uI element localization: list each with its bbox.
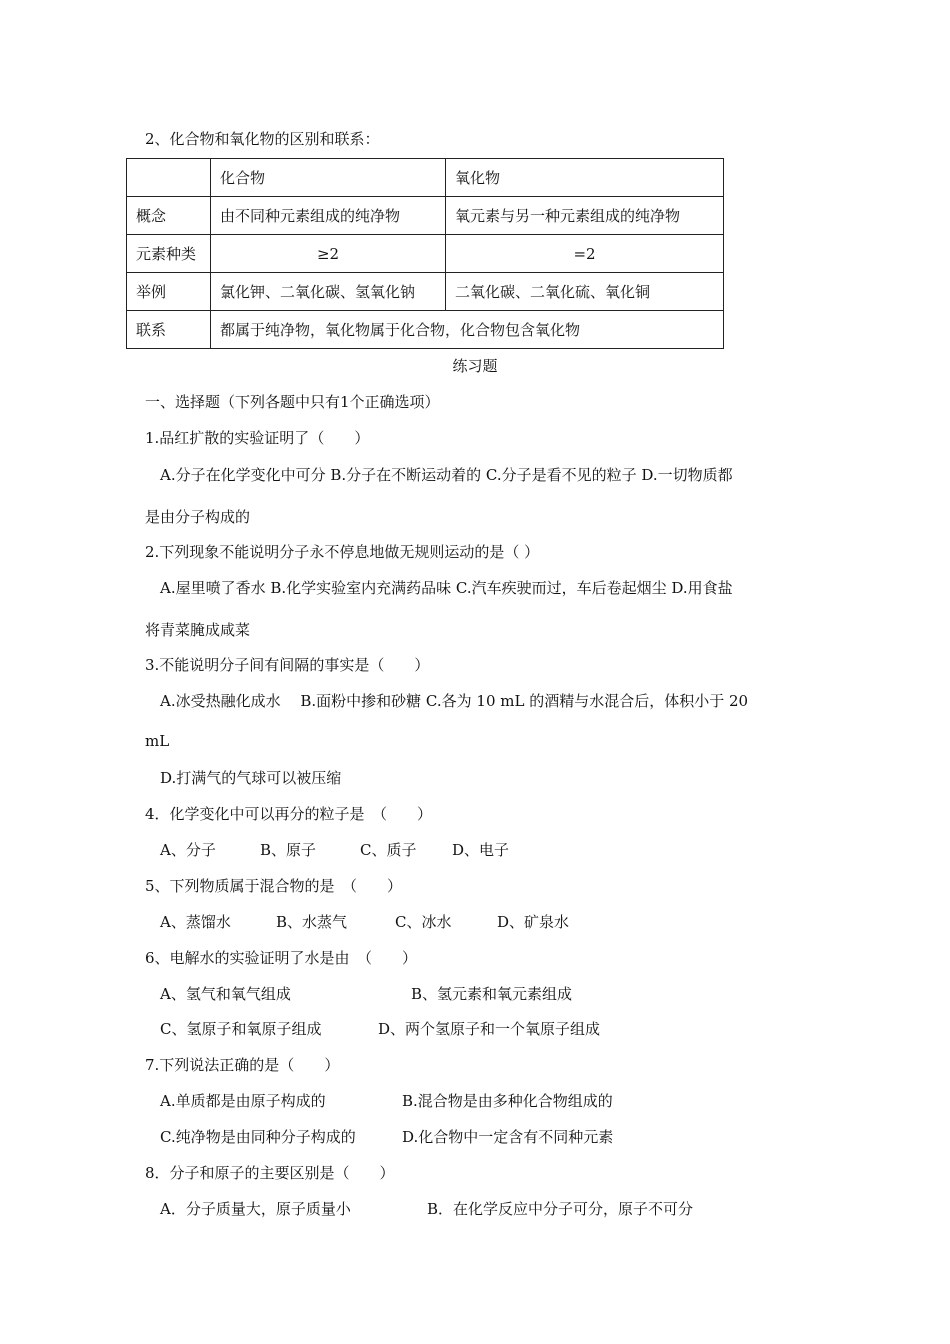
table-cell <box>127 159 211 197</box>
option: B、原子 <box>260 841 317 859</box>
comparison-table <box>126 158 724 349</box>
question-3-option-d: D.打满气的气球可以被压缩 <box>160 769 342 787</box>
table-cell: 都属于纯净物，氧化物属于化合物，化合物包含氧化物 <box>211 311 724 349</box>
table-cell: 氯化钾、二氧化碳、氢氧化钠 <box>211 273 446 311</box>
question-1-options: A.分子在化学变化中可分 B.分子在不断运动着的 C.分子是看不见的粒子 D.一切物质都 <box>160 466 733 484</box>
table-cell: 二氧化碳、二氧化硫、氧化铜 <box>446 273 724 311</box>
table-header-row <box>127 159 724 197</box>
option: B、水蒸气 <box>276 913 348 931</box>
option: B.混合物是由多种化合物组成的 <box>402 1092 613 1110</box>
question-3-options: A.冰受热融化成水 B.面粉中掺和砂糖 C.各为 10 mL 的酒精与水混合后，体积小于 20 <box>160 692 749 710</box>
question-8-stem: 8．分子和原子的主要区别是（ ） <box>145 1164 395 1182</box>
question-2-options: A.屋里喷了香水 B.化学实验室内充满药品味 C.汽车疾驶而过，车后卷起烟尘 D.用食盐 <box>160 579 733 597</box>
option: C、氢原子和氧原子组成 <box>160 1020 322 1038</box>
question-2-stem: 2.下列现象不能说明分子永不停息地做无规则运动的是（ ） <box>145 543 540 561</box>
option: A、蒸馏水 <box>160 913 231 931</box>
option: C、质子 <box>360 841 417 859</box>
exercise-title: 练习题 <box>452 357 498 375</box>
question-5-stem: 5、下列物质属于混合物的是 （ ） <box>145 877 403 895</box>
option: C.纯净物是由同种分子构成的 <box>160 1128 356 1146</box>
table-header-oxide: 氧化物 <box>446 159 724 197</box>
table-cell: 由不同种元素组成的纯净物 <box>211 197 446 235</box>
option: A.单质都是由原子构成的 <box>160 1092 326 1110</box>
table-cell: 元素种类 <box>127 235 211 273</box>
question-1-options-cont: 是由分子构成的 <box>145 508 251 526</box>
question-3-stem: 3.不能说明分子间有间隔的事实是（ ） <box>145 656 430 674</box>
question-7-stem: 7.下列说法正确的是（ ） <box>145 1056 340 1074</box>
option: B、氢元素和氧元素组成 <box>411 985 573 1003</box>
question-4-stem: 4．化学变化中可以再分的粒子是 （ ） <box>145 805 433 823</box>
section-heading: 2、化合物和氧化物的区别和联系： <box>145 130 380 148</box>
table-row <box>127 235 724 273</box>
table-cell: =2 <box>446 235 724 273</box>
table-cell: 联系 <box>127 311 211 349</box>
question-2-options-cont: 将青菜腌成咸菜 <box>145 621 251 639</box>
table-cell: ≥2 <box>211 235 446 273</box>
option: D、两个氢原子和一个氧原子组成 <box>378 1020 601 1038</box>
option: A、分子 <box>160 841 216 859</box>
table-row <box>127 273 724 311</box>
table-header-compound: 化合物 <box>211 159 446 197</box>
question-6-stem: 6、电解水的实验证明了水是由 （ ） <box>145 949 418 967</box>
table-cell: 氧元素与另一种元素组成的纯净物 <box>446 197 724 235</box>
table-row <box>127 311 724 349</box>
question-1-stem: 1.品红扩散的实验证明了（ ） <box>145 429 370 447</box>
option: A．分子质量大，原子质量小 <box>160 1200 351 1218</box>
option: D、矿泉水 <box>497 913 570 931</box>
table-cell: 概念 <box>127 197 211 235</box>
option: B．在化学反应中分子可分，原子不可分 <box>427 1200 694 1218</box>
part-heading: 一、选择题（下列各题中只有1个正确选项） <box>145 393 440 411</box>
table-cell: 举例 <box>127 273 211 311</box>
question-3-options-cont: mL <box>145 732 170 750</box>
option: D、电子 <box>452 841 510 859</box>
option: D.化合物中一定含有不同种元素 <box>402 1128 614 1146</box>
table-row <box>127 197 724 235</box>
option: C、冰水 <box>395 913 452 931</box>
option: A、氢气和氧气组成 <box>160 985 291 1003</box>
